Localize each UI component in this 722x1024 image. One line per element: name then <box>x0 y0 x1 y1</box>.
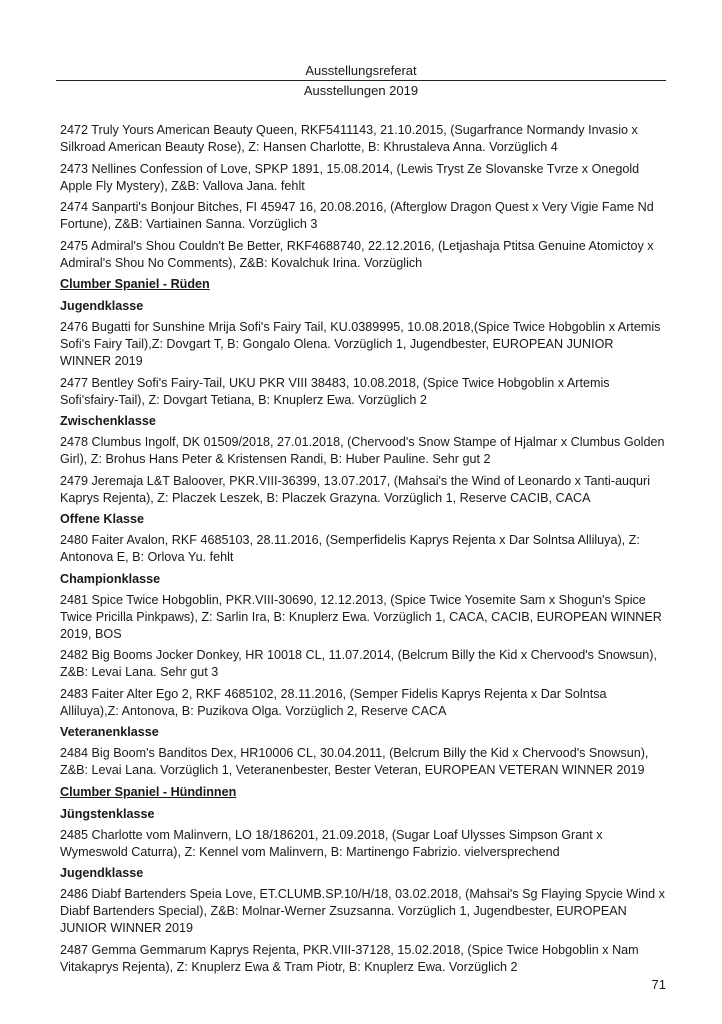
entry-2487: 2487 Gemma Gemmarum Kaprys Rejenta, PKR.VIII-37128, 15.02.2018, (Spice Twice Hobgoblin x Nam Vitakaprys Rejenta), Z: Knuplerz Ewa & Tram Piotr, B: Knuplerz Ewa. Vorzüglich 2 <box>60 942 639 974</box>
document-body <box>60 122 666 980</box>
entry-2473: 2473 Nellines Confession of Love, SPKP 1891, 15.08.2014, (Lewis Tryst Ze Slovanske Tvrze x Onegold Apple Fly Mystery), Z&B: Vallova Jana. fehlt <box>60 161 640 193</box>
breed-heading-rueden: Clumber Spaniel - Rüden <box>60 277 210 291</box>
class-heading-juengstenklasse: Jüngstenklasse <box>60 806 155 821</box>
entry-2475: 2475 Admiral's Shou Couldn't Be Better, RKF4688740, 22.12.2016, (Letjashaja Ptitsa Genuine Atomictoy x Admiral's Shou No Comments), Z&B: Kovalchuk Irina. Vorzüglich <box>60 238 654 270</box>
entry-2485: 2485 Charlotte vom Malinvern, LO 18/186201, 21.09.2018, (Sugar Loaf Ulysses Simpson Grant x Wymeswold Caturra), Z: Kennel vom Malinvern, B: Martinengo Fabrizio. vielversprechend <box>60 827 603 859</box>
entry-2479: 2479 Jeremaja L&T Baloover, PKR.VIII-36399, 13.07.2017, (Mahsai's the Wind of Leonardo x Tanti-auquri Kaprys Rejenta), Z: Placzek Leszek, B: Placzek Grazyna. Vorzüglich 1, Reserve CACIB, CACA <box>60 473 650 505</box>
entry-2476: 2476 Bugatti for Sunshine Mrija Sofi's Fairy Tail, KU.0389995, 10.08.2018,(Spice Twice Hobgoblin x Artemis Sofi's Fairy Tail),Z: Dovgart T, B: Gongalo Olena. Vorzüglich 1, Jugendbester, EUROPEAN JUNIOR WINNER 2019 <box>60 320 661 368</box>
class-heading-championklasse: Championklasse <box>60 571 161 586</box>
class-heading-offene-klasse: Offene Klasse <box>60 512 144 526</box>
class-heading-jugendklasse: Jugendklasse <box>60 299 144 313</box>
entry-2474: 2474 Sanparti's Bonjour Bitches, FI 45947 16, 20.08.2016, (Afterglow Dragon Quest x Very Vigie Fame Nd Fortune), Z&B: Vartiainen Sanna. Vorzüglich 3 <box>60 200 654 231</box>
entry-2482: 2482 Big Booms Jocker Donkey, HR 10018 CL, 11.07.2014, (Belcrum Billy the Kid x Chervood's Snowsun), Z&B: Levai Lana. Sehr gut 3 <box>60 648 657 679</box>
entry-2477: 2477 Bentley Sofi's Fairy-Tail, UKU PKR VIII 38483, 10.08.2018, (Spice Twice Hobgoblin x Artemis Sofi'sfairy-Tail), Z: Dovgart Tetiana, B: Knuplerz Ewa. Vorzüglich 2 <box>60 375 610 407</box>
page-header <box>56 62 666 99</box>
entry-2480: 2480 Faiter Avalon, RKF 4685103, 28.11.2016, (Semperfidelis Kaprys Rejenta x Dar Solntsa Alliluya), Z: Antonova E, B: Orlova Yu. fehlt <box>60 533 640 564</box>
class-heading-jugendklasse-huendinnen: Jugendklasse <box>60 866 144 880</box>
breed-heading-huendinnen: Clumber Spaniel - Hündinnen <box>60 784 237 799</box>
entry-2478: 2478 Clumbus Ingolf, DK 01509/2018, 27.01.2018, (Chervood's Snow Stampe of Hjalmar x Clumbus Golden Girl), Z: Brohus Hans Peter & Kristensen Randi, B: Huber Pauline. Sehr gut 2 <box>60 435 665 466</box>
entry-2472: 2472 Truly Yours American Beauty Queen, RKF5411143, 21.10.2015, (Sugarfrance Normandy Invasio x Silkroad American Beauty Rose), Z: Hansen Charlotte, B: Khrustaleva Anna. Vorzüglich 4 <box>60 123 638 154</box>
class-heading-zwischenklasse: Zwischenklasse <box>60 414 156 428</box>
header-divider <box>56 80 666 81</box>
entry-2484: 2484 Big Boom's Banditos Dex, HR10006 CL, 30.04.2011, (Belcrum Billy the Kid x Chervood's Snowsun), Z&B: Levai Lana. Vorzüglich 1, Veteranenbester, Bester Veteran, EUROPEAN VETERAN WINNER 2019 <box>60 746 649 777</box>
header-title: Ausstellungsreferat <box>305 63 417 78</box>
page-number: 71 <box>651 977 666 992</box>
entry-2481: 2481 Spice Twice Hobgoblin, PKR.VIII-30690, 12.12.2013, (Spice Twice Yosemite Sam x Shogun's Spice Twice Pricilla Pinkpaws), Z: Sarlin Ira, B: Knuplerz Ewa. Vorzüglich 1, CACA, CACIB, EUROPEAN WINNER 2019, BOS <box>60 592 662 641</box>
entry-2486: 2486 Diabf Bartenders Speia Love, ET.CLUMB.SP.10/H/18, 03.02.2018, (Mahsai's Sg Flaying Spycie Wind x Diabf Bartenders Special), Z&B: Molnar-Werner Zsuzsanna. Vorzüglich 1, Jugendbester, EUROPEAN JUNIOR WINNER 2019 <box>60 887 665 935</box>
class-heading-veteranenklasse: Veteranenklasse <box>60 725 159 739</box>
header-subtitle: Ausstellungen 2019 <box>303 83 419 98</box>
entry-2483: 2483 Faiter Alter Ego 2, RKF 4685102, 28.11.2016, (Semper Fidelis Kaprys Rejenta x Dar Solntsa Alliluya),Z: Antonova, B: Puzikova Olga. Vorzüglich 2, Reserve CACA <box>60 686 607 718</box>
